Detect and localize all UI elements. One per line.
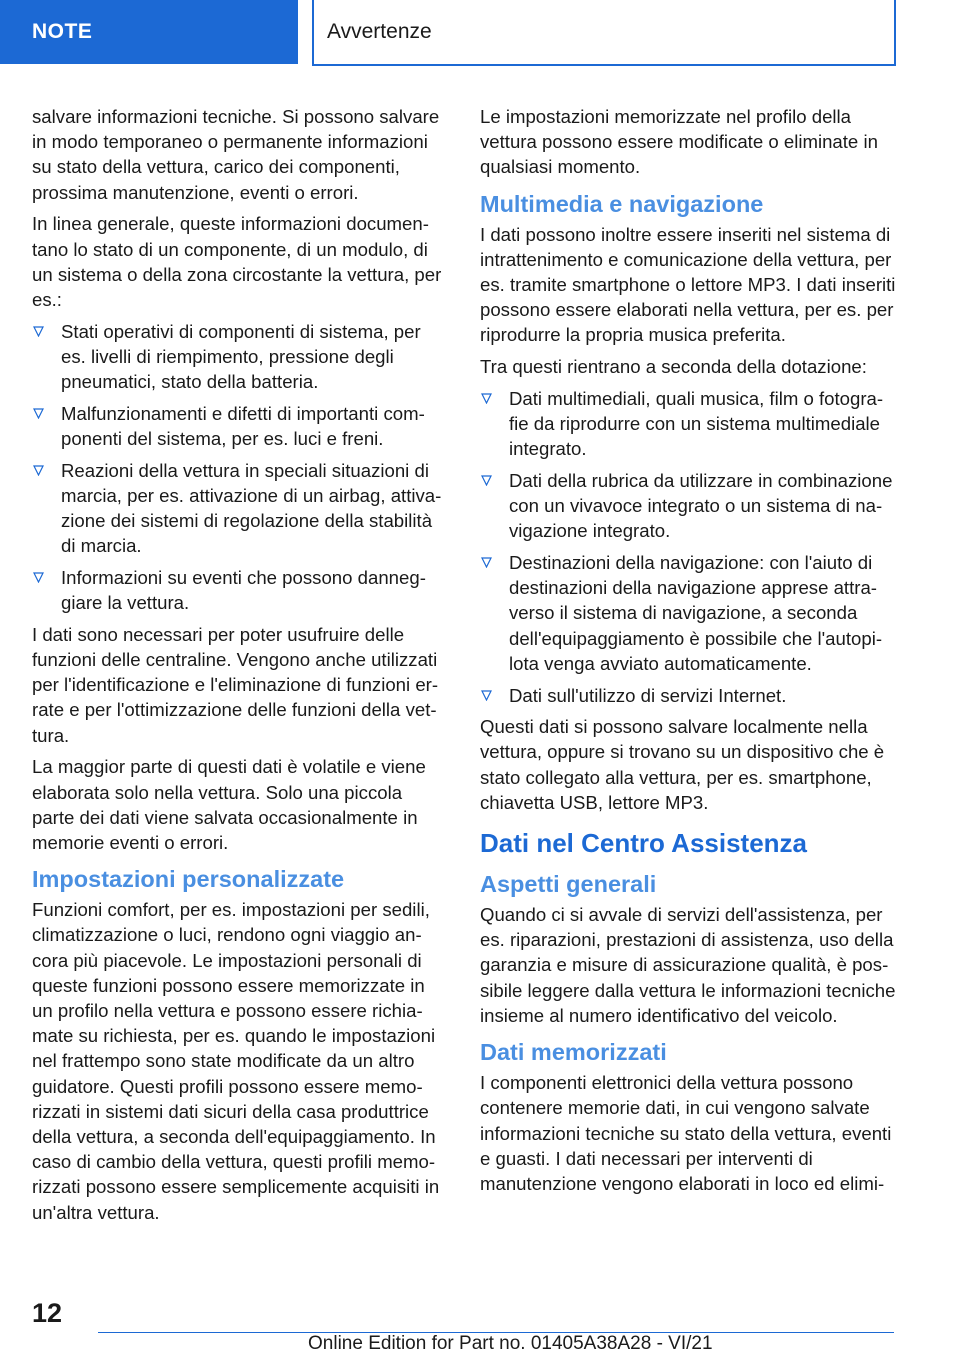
paragraph: La maggior parte di questi dati è volatile e viene elaborata solo nella vettura. Solo una piccola parte dei dati viene salvata occasionalmente in memorie eventi o errori.: [32, 756, 426, 853]
triangle-bullet-icon: [481, 550, 499, 575]
list-item: [480, 550, 896, 676]
triangle-bullet-icon: [33, 319, 51, 344]
paragraph: I componenti elettronici della vettura possono contenere memorie dati, in cui vengono salvate informazioni tecniche su stato della vettura, eventi e guasti. I dati necessari per interventi di manutenzione vengono elaborati in loco ed elimi-: [480, 1072, 892, 1194]
list-item: [32, 319, 448, 395]
list-item: [480, 683, 896, 708]
triangle-bullet-icon: [481, 386, 499, 411]
paragraph: Quando ci si avvale di servizi dell'assistenza, per es. riparazioni, prestazioni di assistenza, uso della garanzia e misure di assicurazione qualità, è possibile leggere dalla vettura le informazioni tecniche insieme al numero identificativo del veicolo.: [480, 904, 896, 1026]
left-column: [32, 104, 448, 1231]
paragraph: salvare informazioni tecniche. Si possono salvare in modo temporaneo o permanente informazioni su stato della vettura, carico dei componenti, prossima manutenzione, eventi o errori.: [32, 106, 440, 203]
list-item-text: Informazioni su eventi che possono danneggiare la vettura.: [61, 566, 426, 614]
header-tab-note: [0, 0, 298, 64]
triangle-bullet-icon: [33, 401, 51, 426]
list-item: [32, 458, 448, 559]
triangle-bullet-icon: [481, 683, 499, 708]
list-item-text: Destinazioni della navigazione: con l'aiuto di destinazioni della navigazione apprese attraverso il sistema di navigazione, a seconda dell'equipaggiamento è possibile che l'autopilota venga avviato automaticamente.: [509, 552, 883, 674]
triangle-bullet-icon: [481, 468, 499, 493]
paragraph: Le impostazioni memorizzate nel profilo della vettura possono essere modificate o eliminate in qualsiasi momento.: [480, 106, 878, 178]
bullet-list-operating-data: [32, 319, 448, 616]
triangle-bullet-icon: [33, 565, 51, 590]
list-item-text: Dati sull'utilizzo di servizi Internet.: [509, 684, 787, 706]
list-item-text: Stati operativi di componenti di sistema, per es. livelli di riempimento, pressione degli pneumatici, stato della batteria.: [61, 320, 421, 393]
header-tab-label: NOTE: [32, 20, 93, 43]
paragraph: Tra questi rientrano a seconda della dotazione:: [480, 356, 867, 378]
heading-multimedia-navigation: Multimedia e navigazione: [480, 190, 764, 217]
list-item-text: Dati della rubrica da utilizzare in combinazione con un vivavoce integrato o un sistema di navigazione integrato.: [509, 469, 893, 542]
list-item-text: Reazioni della vettura in speciali situazioni di marcia, per es. attivazione di un airbag, attivazione dei sistemi di regolazione della stabilità di marcia.: [61, 459, 442, 557]
heading-service-center-data: Dati nel Centro Assistenza: [480, 828, 808, 859]
list-item: [32, 401, 448, 451]
right-column: [480, 104, 896, 1203]
list-item-text: Malfunzionamenti e difetti di importanti componenti del sistema, per es. luci e freni.: [61, 402, 425, 449]
list-item: [32, 565, 448, 615]
paragraph: Funzioni comfort, per es. impostazioni per sedili, climatizzazione o luci, rendono ogni viaggio ancora più piacevole. Le impostazioni personali di queste funzioni possono essere memorizzate in un profilo nella vettura e possono essere richiamate su richiesta, per es. quando le impostazioni nel frattempo sono state modificate da un altro guidatore. Questi profili possono essere memorizzati in sistemi dati sicuri della casa produttrice della vettura, a seconda dell'equipaggiamento. In caso di cambio della vettura, questi profili memorizzati possono essere semplicemente acquisiti in un'altra vettura.: [32, 899, 440, 1223]
bullet-list-multimedia-data: [480, 386, 896, 708]
heading-stored-data: Dati memorizzati: [480, 1039, 667, 1066]
page-number: 12: [32, 1298, 63, 1328]
triangle-bullet-icon: [33, 458, 51, 483]
paragraph: Questi dati si possono salvare localmente nella vettura, oppure si trovano su un dispositivo che è stato collegato alla vettura, per es. smartphone, chiavetta USB, lettore MP3.: [480, 716, 885, 813]
paragraph: In linea generale, queste informazioni documentano lo stato di un componente, di un modulo, di un sistema o della zona circostante la vettura, per es.:: [32, 213, 442, 310]
heading-general-aspects: Aspetti generali: [480, 871, 657, 898]
list-item-text: Dati multimediali, quali musica, film o fotografie da riprodurre con un sistema multimediale integrato.: [509, 387, 884, 460]
heading-personal-settings: Impostazioni personalizzate: [32, 866, 345, 893]
paragraph: I dati sono necessari per poter usufruire delle funzioni delle centraline. Vengono anche utilizzati per l'identificazione e l'eliminazione di funzioni errate e per l'ottimizzazione delle funzioni della vettura.: [32, 623, 439, 746]
header-section-box: [312, 0, 896, 66]
paragraph: I dati possono inoltre essere inseriti nel sistema di intrattenimento e comunicazione della vettura, per es. tramite smartphone o lettore MP3. I dati inseriti possono essere elaborati nella vettura, per es. per riprodurre la propria musica preferita.: [480, 223, 896, 346]
section-title: Avvertenze: [327, 20, 432, 43]
footer-edition-text: Online Edition for Part no. 01405A38A28 - VI/21: [308, 1333, 713, 1354]
list-item: [480, 468, 896, 544]
list-item: [480, 386, 896, 462]
